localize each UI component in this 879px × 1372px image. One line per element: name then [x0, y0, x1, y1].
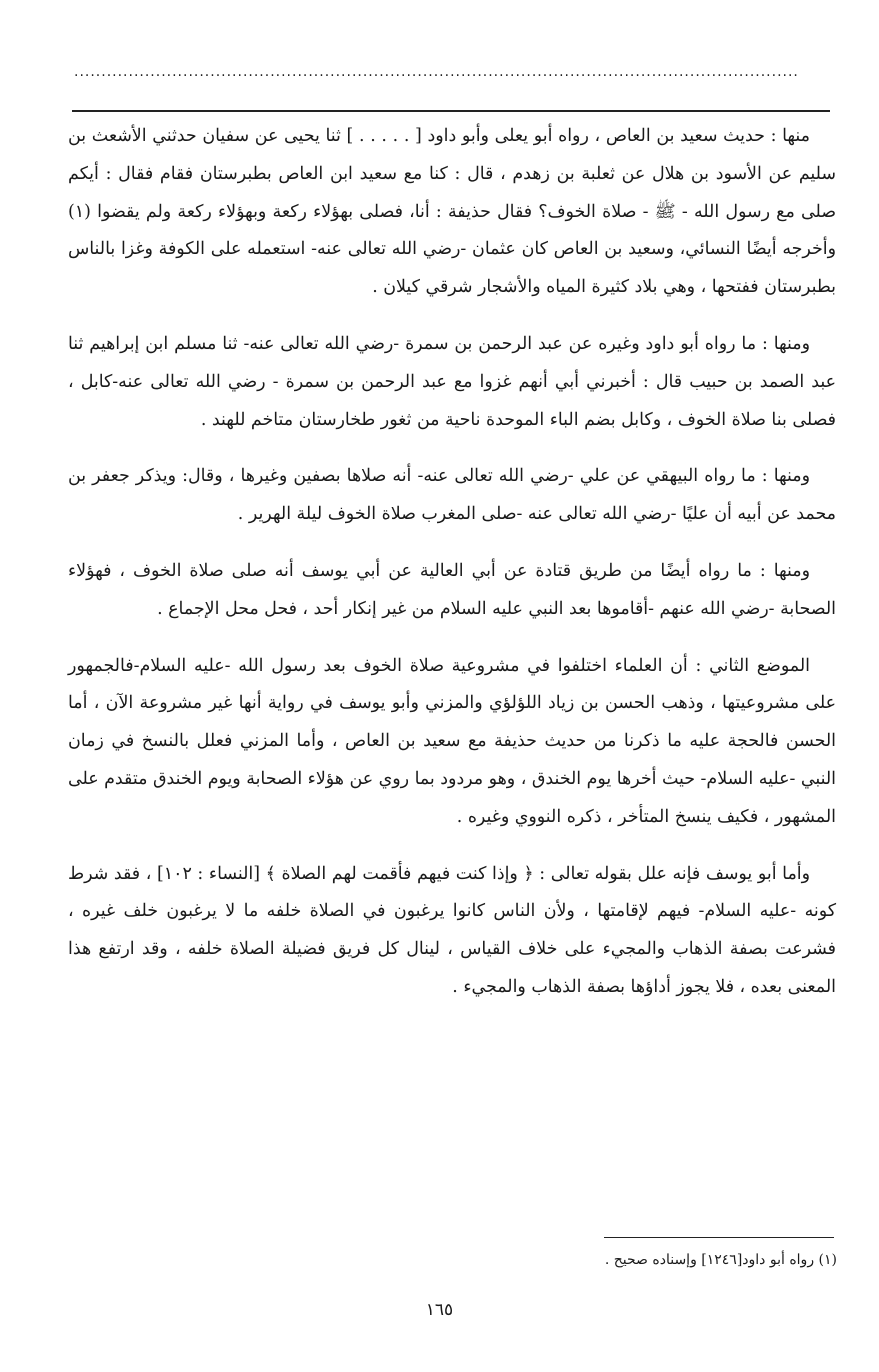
footnote: (١) رواه أبو داود[١٢٤٦] وإسناده صحيح . [604, 1252, 837, 1268]
paragraph-second-point: الموضع الثاني : أن العلماء اختلفوا في مشروعية صلاة الخوف بعد رسول الله -عليه السلام-فالجمهور على مشروعيتها ، وذهب الحسن بن زياد اللؤلؤي والمزني وأبو يوسف في رواية أنها غير مشروعة الآن ، أما الحسن فالحجة عليه ما ذكرنا من حديث حذيفة مع سعيد بن العاص ، وأما المزني فعلل بالنسخ في زمان النبي -عليه السلام- حيث أخرها يوم الخندق ، وهو مردود بما روي عن هؤلاء الصحابة ويوم الخندق متقدم على المشهور ، فكيف ينسخ المتأخر ، ذكره النووي وغيره . [68, 655, 836, 827]
paragraph-abdulrahman: ومنها : ما رواه أبو داود وغيره عن عبد الرحمن بن سمرة -رضي الله تعالى عنه- ثنا مسلم ابن إبراهيم ثنا عبد الصمد بن حبيب قال : أخبرني أبي أنهم غزوا مع عبد الرحمن بن سمرة - رضي الله تعالى عنه-كابل ، فصلى بنا صلاة الخوف ، وكابل بضم الباء الموحدة ناحية من ثغور طخارستان متاخم للهند . [68, 333, 836, 430]
paragraph-abu-yusuf: ومنها : ما رواه أيضًا من طريق قتادة عن أبي العالية عن أبي يوسف أنه صلى صلاة الخوف ، فهؤلاء الصحابة -رضي الله عنهم -أقاموها بعد النبي عليه السلام من غير إنكار أحد ، فحل محل الإجماع . [68, 560, 836, 619]
paragraph-ali: ومنها : ما رواه البيهقي عن علي -رضي الله تعالى عنه- أنه صلاها بصفين وغيرها ، وقال: ويذكر جعفر بن محمد عن أبيه أن عليًا -رضي الله تعالى عنه -صلى المغرب صلاة الخوف ليلة الهرير . [68, 466, 836, 525]
paragraph-abu-yusuf-argument: وأما أبو يوسف فإنه علل بقوله تعالى : ﴿ وإذا كنت فيهم فأقمت لهم الصلاة ﴾ [النساء : ١٠٢] ، فقد شرط كونه -عليه السلام- فيهم لإقامتها ، ولأن الناس كانوا يرغبون في الصلاة خلفه ما لا يرغبون خلف غيره ، فشرعت بصفة الذهاب والمجيء على خلاف القياس ، لينال كل فريق فضيلة الصلاة خلفه ، وقد ارتفع هذا المعنى بعده ، فلا يجوز أداؤها بصفة الذهاب والمجيء . [68, 863, 836, 997]
page-number: ١٦٥ [425, 1300, 454, 1320]
main-text [68, 118, 836, 1007]
dotted-header-line: ..................................................................................................................................... [74, 64, 799, 80]
paragraph-hadith-saeed: منها : حديث سعيد بن العاص ، رواه أبو يعلى وأبو داود [ . . . . . ] ثنا يحيى عن سفيان حدثني الأشعث بن سليم عن الأسود بن هلال عن ثعلبة بن زهدم ، قال : كنا مع سعيد ابن العاص بطبرستان فقام فقال : أيكم صلى مع رسول الله - ﷺ - صلاة الخوف؟ فقال حذيفة : أنا، فصلى بهؤلاء ركعة وبهؤلاء ركعة ولم يقضوا (١) وأخرجه أيضًا النسائي، وسعيد بن العاص كان عثمان -رضي الله تعالى عنه- استعمله على الكوفة وغزا بالناس بطبرستان ففتحها ، وهي بلاد كثيرة المياه والأشجار شرقي كيلان . [68, 126, 836, 298]
footnote-rule [604, 1237, 834, 1238]
top-rule [72, 110, 830, 112]
